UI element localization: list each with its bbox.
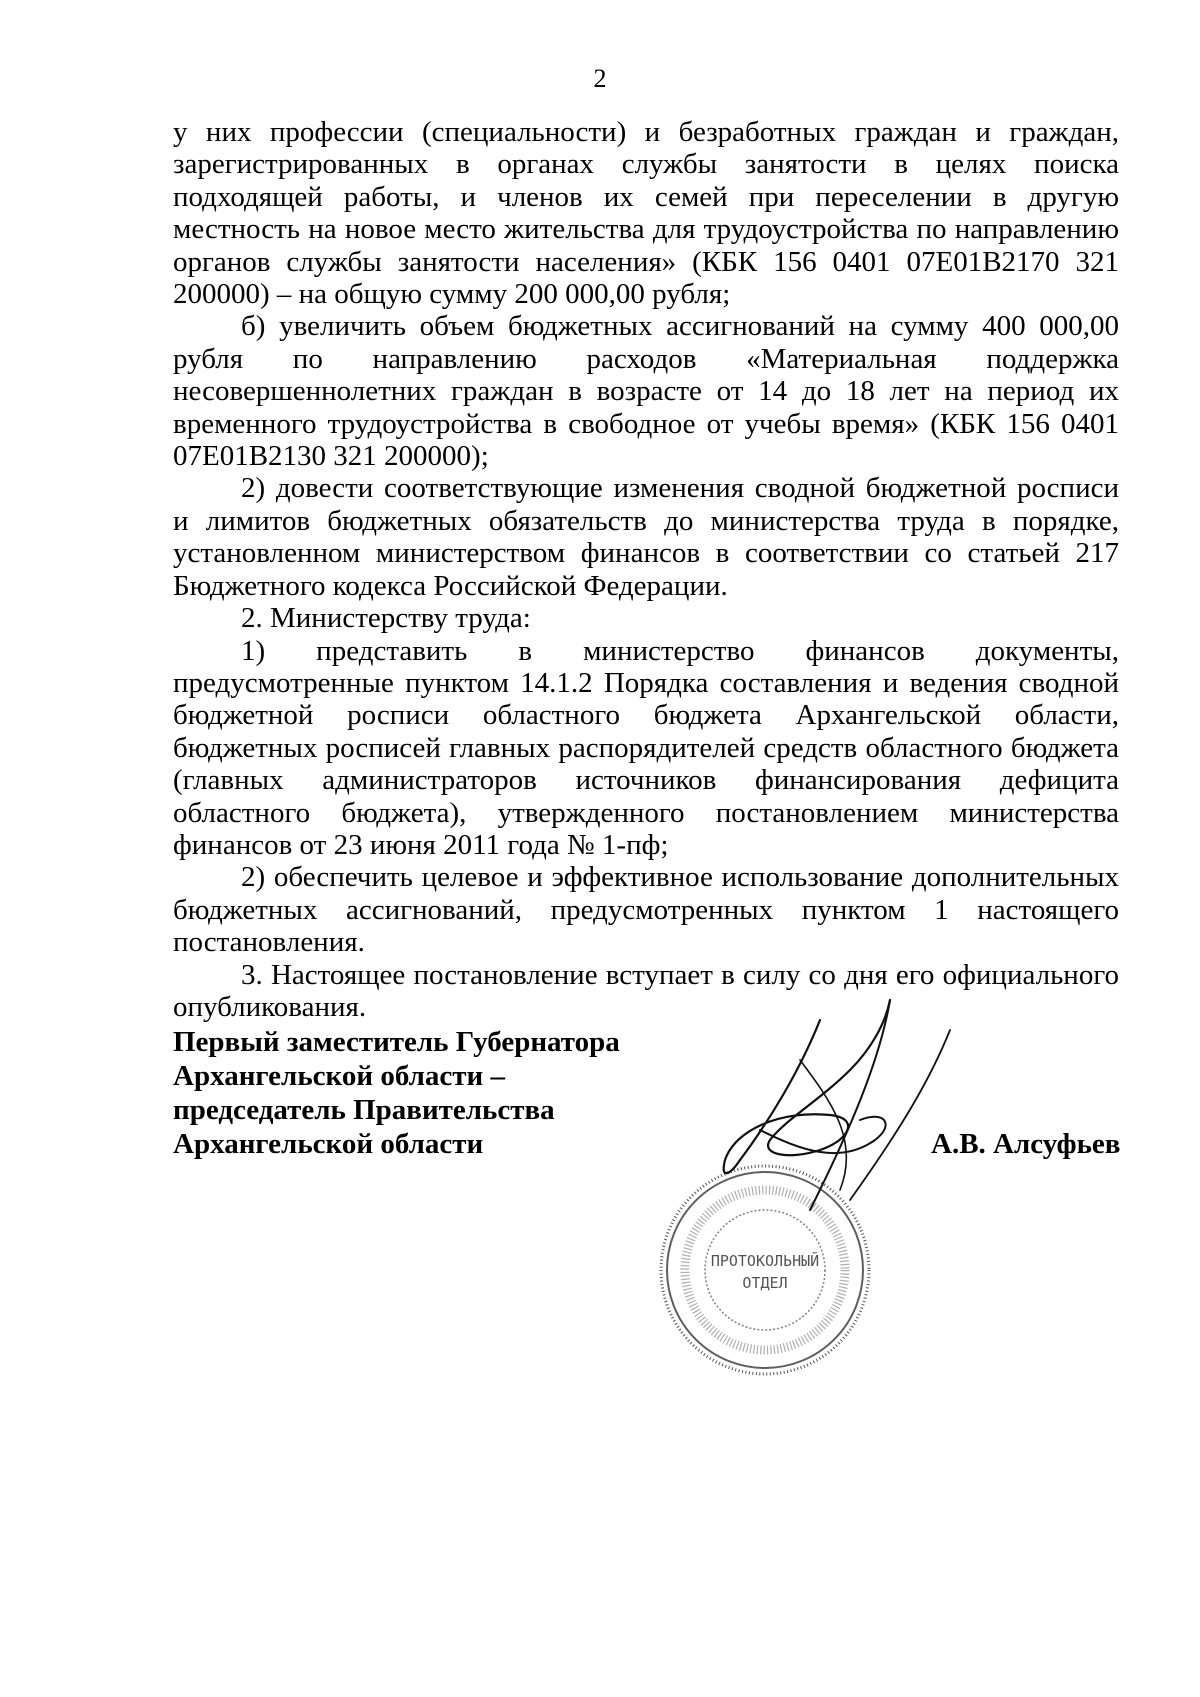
paragraph-section-2-item-1: 1) представить в министерство финансов документы, предусмотренные пунктом 14.1.2 Порядка составления и ведения сводной бюджетной росписи областного бюджета Архангельской области, бюджетных росписей главных распорядителей средств областного бюджета (главных администраторов источников финансирования дефицита областного бюджета), утвержденного постановлением министерства финансов от 23 июня 2011 года № 1-пф; (173, 634, 1119, 861)
handwritten-signature-icon (700, 990, 960, 1220)
paragraph-section-2-item-2: 2) обеспечить целевое и эффективное использование дополнительных бюджетных ассигнований, предусмотренных пунктом 1 настоящего постановления. (173, 861, 1119, 959)
signer-name: А.В. Алсуфьев (931, 1128, 1121, 1160)
signer-position (173, 1025, 673, 1161)
signer-position-line: Первый заместитель Губернатора (173, 1026, 620, 1058)
document-body (173, 116, 1119, 1023)
page-number: 2 (593, 64, 607, 93)
paragraph-section-3: 3. Настоящее постановление вступает в силу со дня его официального опубликования. (173, 958, 1119, 1023)
paragraph-item-2: 2) довести соответствующие изменения сводной бюджетной росписи и лимитов бюджетных обязательств до министерства труда в порядке, установленном министерством финансов в соответствии со статьей 217 Бюджетного кодекса Российской Федерации. (173, 472, 1119, 602)
paragraph-item-b: б) увеличить объем бюджетных ассигнований на сумму 400 000,00 рубля по направлению расходов «Материальная поддержка несовершеннолетних граждан в возрасте от 14 до 18 лет на период их временного трудоустройства в свободное от учебы время» (КБК 156 0401 07Е01В2130 321 200000); (173, 310, 1119, 473)
signer-position-line: Архангельской области (173, 1128, 484, 1160)
seal-center-line-2: ОТДЕЛ (742, 1274, 788, 1292)
seal-center-line-1: ПРОТОКОЛЬНЫЙ (710, 1252, 820, 1270)
paragraph-continuation: у них профессии (специальности) и безработных граждан и граждан, зарегистрированных в органах службы занятости в целях поиска подходящей работы, и членов их семей при переселении в другую местность на новое место жительства для трудоустройства по направлению органов службы занятости населения» (КБК 156 0401 07Е01В2170 321 200000) – на общую сумму 200 000,00 рубля; (173, 116, 1119, 311)
signer-position-line: председатель Правительства (173, 1094, 555, 1126)
signer-position-line: Архангельской области – (173, 1060, 505, 1092)
paragraph-section-2: 2. Министерству труда: (241, 602, 531, 635)
